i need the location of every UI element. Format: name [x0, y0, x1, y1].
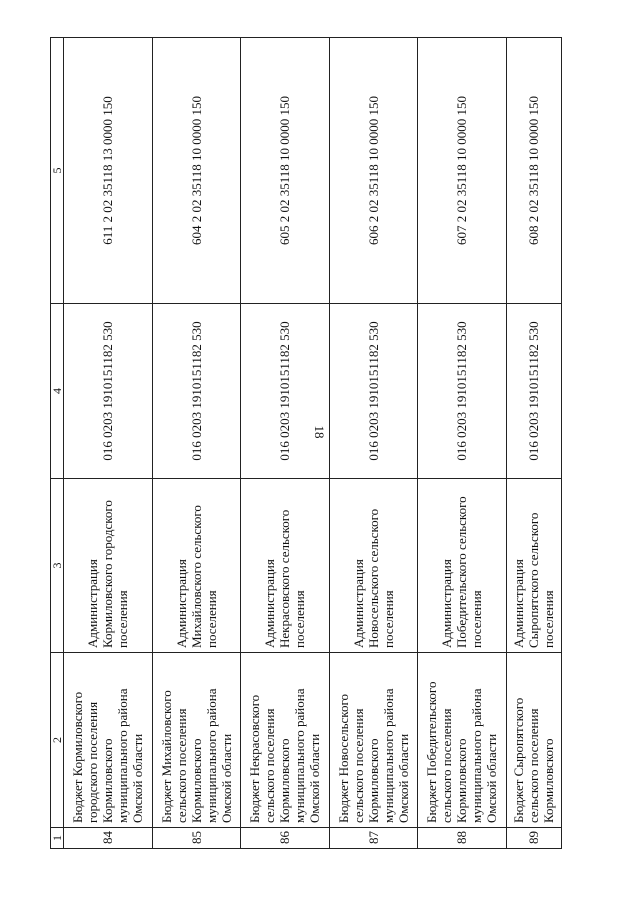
budget-name: Бюджет Победительского сельского поселения Кормиловского муниципального района Омской области: [418, 653, 507, 828]
administrator-name: Администрация Некрасовского сельского поселения: [241, 479, 330, 653]
budget-name: Бюджет Новосельского сельского поселения Кормиловского муниципального района Омской области: [329, 653, 418, 828]
table-row: [64, 38, 153, 849]
table-row: [506, 38, 561, 849]
row-number: 88: [418, 828, 507, 849]
header-cell-4: 4: [51, 304, 64, 479]
administrator-name: Администрация Сыропятского сельского поселения: [506, 479, 561, 653]
expense-code: 016 0203 1910151182 530: [329, 304, 418, 479]
row-number: 85: [152, 828, 241, 849]
row-number: 87: [329, 828, 418, 849]
administrator-name: Администрация Победительского сельского поселения: [418, 479, 507, 653]
header-cell-3: 3: [51, 479, 64, 653]
income-code: 604 2 02 35118 10 0000 150: [152, 38, 241, 304]
expense-code: 016 0203 1910151182 530: [506, 304, 561, 479]
header-cell-5: 5: [51, 38, 64, 304]
income-code: 611 2 02 35118 13 0000 150: [64, 38, 153, 304]
table-row: [152, 38, 241, 849]
administrator-name: Администрация Михайловского сельского поселения: [152, 479, 241, 653]
budget-name: Бюджет Михайловского сельского поселения Кормиловского муниципального района Омской области: [152, 653, 241, 828]
table-row: [329, 38, 418, 849]
expense-code: 016 0203 1910151182 530: [152, 304, 241, 479]
row-number: 86: [241, 828, 330, 849]
row-number: 89: [506, 828, 561, 849]
expense-code: 016 0203 1910151182 530: [418, 304, 507, 479]
expense-code: 016 0203 1910151182 530: [241, 304, 330, 479]
table-row: [241, 38, 330, 849]
header-row: [51, 38, 64, 849]
page-number: 18: [312, 425, 327, 439]
budget-name: Бюджет Некрасовского сельского поселения Кормиловского муниципального района Омской области: [241, 653, 330, 828]
income-code: 607 2 02 35118 10 0000 150: [418, 38, 507, 304]
income-code: 606 2 02 35118 10 0000 150: [329, 38, 418, 304]
administrator-name: Администрация Новосельского сельского поселения: [329, 479, 418, 653]
table-row: [418, 38, 507, 849]
administrator-name: Администрация Кормиловского городского поселения: [64, 479, 153, 653]
income-code: 605 2 02 35118 10 0000 150: [241, 38, 330, 304]
budget-name: Бюджет Кормиловского городского поселения Кормиловского муниципального района Омской области: [64, 653, 153, 828]
expense-code: 016 0203 1910151182 530: [64, 304, 153, 479]
budget-table: [50, 37, 562, 849]
budget-name: Бюджет Сыропятского сельского поселения Кормиловского: [506, 653, 561, 828]
rotated-table-container: [50, 38, 562, 849]
row-number: 84: [64, 828, 153, 849]
header-cell-1: 1: [51, 828, 64, 849]
header-cell-2: 2: [51, 653, 64, 828]
income-code: 608 2 02 35118 10 0000 150: [506, 38, 561, 304]
